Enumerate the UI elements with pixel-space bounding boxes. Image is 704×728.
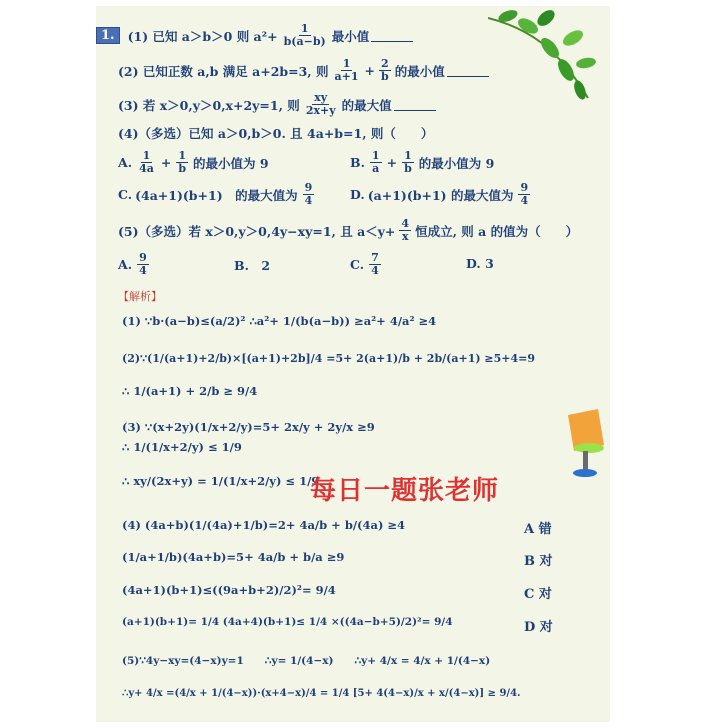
analysis-tag: 【解析】 xyxy=(118,290,162,303)
question-2: (2) 已知正数 a,b 满足 a+2b=3, 则 $\frac{1}{a+1}$ + $\frac{2}{b}$ 的最小值 xyxy=(118,58,489,83)
q2-tail: 的最小值 xyxy=(394,63,445,79)
q1-text: (1) 已知 a＞b＞0 则 a²+ xyxy=(127,28,278,44)
watermark: 每日一题张老师 xyxy=(310,476,500,506)
q4-text: (4)（多选）已知 a＞0,b＞0. 且 4a+b=1, 则（ ） xyxy=(118,126,434,141)
solution-2b: ∴ 1/(a+1) + 2/b ≥ 9/4 xyxy=(122,384,258,398)
solution-4a: (4) (4a+b)(1/(4a)+1/b)=2+ 4a/b + b/(4a) ≥4 xyxy=(122,518,406,532)
solution-5a: (5)∵4y−xy=(4−x)y=1 ∴y= 1/(4−x) ∴y+ 4/x = 4/x + 1/(4−x) xyxy=(122,655,491,667)
q5-option-c: C. $\frac{7}{4}$ xyxy=(350,251,379,277)
q1-frac-num: 1 xyxy=(300,22,309,35)
question-1 xyxy=(96,23,413,48)
lamp-icon xyxy=(560,405,610,480)
q4-option-a: A. $\frac{1}{4a}$ + $\frac{1}{b}$ 的最小值为 9 xyxy=(118,149,269,175)
verdict-d: D 对 xyxy=(524,620,553,635)
q3-text: (3) 若 x＞0,y＞0,x+2y=1, 则 xyxy=(118,97,300,113)
q1-frac-den: b(a−b) xyxy=(283,35,326,48)
problem-number: 1. xyxy=(96,27,120,44)
solution-3c: ∴ xy/(2x+y) = 1/(1/x+2/y) ≤ 1/9 xyxy=(122,474,320,488)
q5-option-d: D. 3 xyxy=(466,256,494,271)
solution-4b: (1/a+1/b)(4a+b)=5+ 4a/b + b/a ≥9 xyxy=(122,550,345,564)
verdict-b: B 对 xyxy=(524,554,553,569)
q1-fraction xyxy=(282,23,328,48)
solution-3a: (3) ∵(x+2y)(1/x+2/y)=5+ 2x/y + 2y/x ≥9 xyxy=(122,420,375,434)
question-5: (5)（多选）若 x＞0,y＞0,4y−xy=1, 且 a＜y+ $\frac{4}{x}$ 恒成立, 则 a 的值为（ ） xyxy=(118,217,579,243)
answer-blank xyxy=(371,29,413,42)
q1-tail: 最小值 xyxy=(331,28,370,44)
answer-blank xyxy=(394,98,436,111)
answer-blank xyxy=(447,64,489,77)
q4-option-d: D. (a+1)(b+1) 的最大值为 $\frac{9}{4}$ xyxy=(350,181,529,207)
verdict-a: A 错 xyxy=(524,522,552,537)
q3-fraction: $\frac{xy}{2x+y}$ xyxy=(305,91,336,117)
leaves-decoration xyxy=(488,8,598,103)
solution-5b: ∴y+ 4/x =(4/x + 1/(4−x))·(x+4−x)/4 = 1/4 [5+ 4(4−x)/x + x/(4−x)] ≥ 9/4. xyxy=(122,688,521,699)
solution-2a: (2)∵(1/(a+1)+2/b)×[(a+1)+2b]/4 =5+ 2(a+1)/b + 2b/(a+1) ≥5+4=9 xyxy=(122,352,535,365)
q2-text: (2) 已知正数 a,b 满足 a+2b=3, 则 xyxy=(118,63,329,79)
q2-frac-1: $\frac{1}{a+1}$ xyxy=(334,57,359,83)
question-3 xyxy=(118,92,436,117)
solution-3b: ∴ 1/(1/x+2/y) ≤ 1/9 xyxy=(122,440,242,454)
q3-tail: 的最大值 xyxy=(341,97,392,113)
q5-option-a: A. $\frac{9}{4}$ xyxy=(118,251,147,277)
solution-4c: (4a+1)(b+1)≤((9a+b+2)/2)²= 9/4 xyxy=(122,583,336,597)
q2-frac-2: $\frac{2}{b}$ xyxy=(381,57,389,83)
q4-option-c: C. (4a+1)(b+1) 的最大值为 $\frac{9}{4}$ xyxy=(118,181,313,207)
question-4 xyxy=(118,124,433,142)
q5-option-b: B. 2 xyxy=(234,258,271,273)
solution-4d: (a+1)(b+1)= 1/4 (4a+4)(b+1)≤ 1/4 ×((4a−b+5)/2)²= 9/4 xyxy=(122,616,453,628)
verdict-c: C 对 xyxy=(524,587,552,602)
solution-1: (1) ∵b·(a−b)≤(a/2)² ∴a²+ 1/(b(a−b)) ≥a²+ 4/a² ≥4 xyxy=(122,314,437,328)
q4-option-b: B. $\frac{1}{a}$ + $\frac{1}{b}$ 的最小值为 9 xyxy=(350,149,495,175)
